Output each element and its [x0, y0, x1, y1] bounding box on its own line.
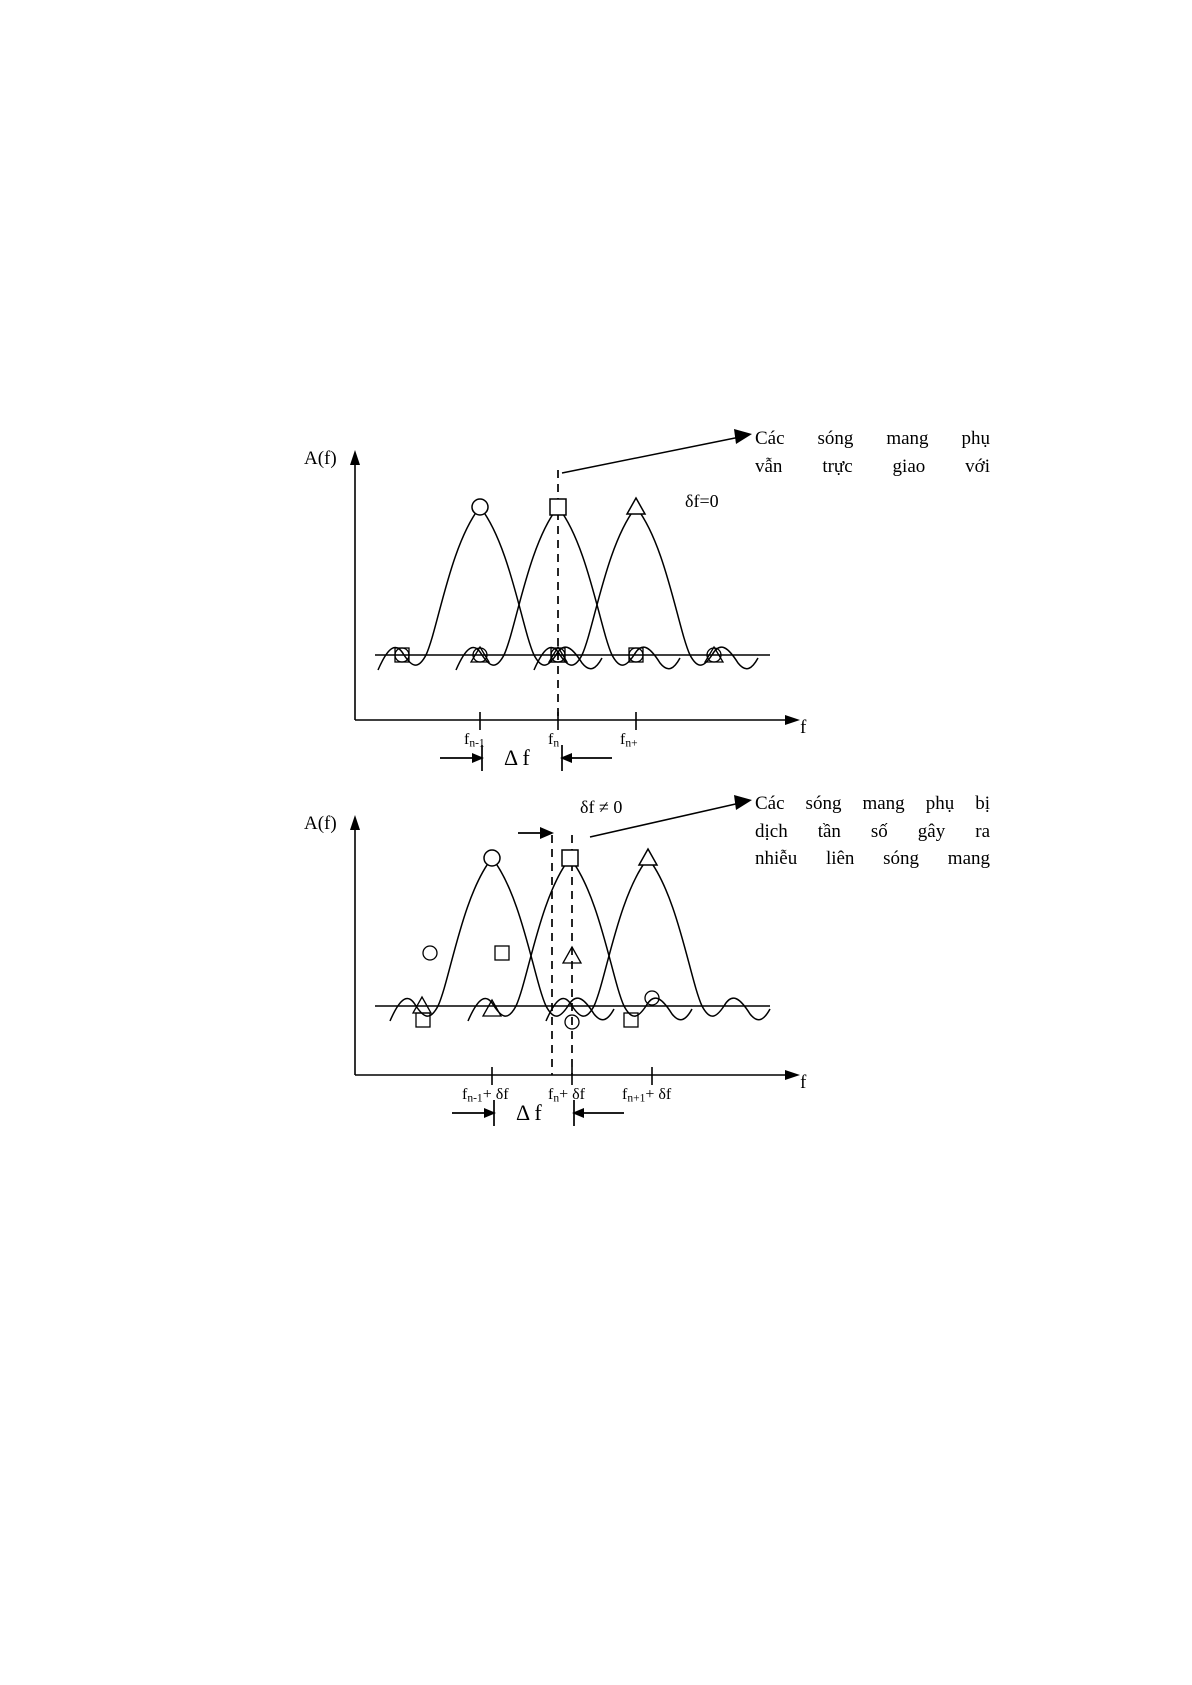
tick-suffix-b3: + δf	[645, 1086, 672, 1103]
callout-orthogonal	[755, 425, 990, 480]
tick-base-b3: f	[622, 1086, 628, 1103]
tick-base-2: f	[548, 731, 554, 748]
tick-sub-2: n	[553, 737, 560, 750]
tick-label-b-2	[548, 1086, 585, 1105]
delta-f-zero-label: δf=0	[685, 491, 719, 511]
y-axis-arrow-b	[350, 815, 360, 830]
tick-base-1: f	[464, 731, 470, 748]
callout-arrowhead	[734, 429, 752, 444]
marker-circle-peak-b	[484, 850, 500, 866]
delta-f-label-top: Δ f	[504, 745, 530, 770]
sinc-curve-shift-n-1	[390, 858, 614, 1021]
delta-f-label-bottom: Δ f	[516, 1100, 542, 1125]
marker-circle-sample-1	[423, 946, 437, 960]
callout-leader-line	[562, 437, 740, 473]
callout-line-1: Các sóng mang phụ	[755, 428, 990, 449]
marker-triangle-peak	[627, 498, 645, 514]
callout-ici	[755, 790, 990, 873]
tick-label-fn-plus	[620, 731, 638, 750]
tick-sub-b2: n	[553, 1092, 560, 1105]
marker-circle-peak	[472, 499, 488, 515]
tick-base-3: f	[620, 731, 626, 748]
y-axis-label-top: A(f)	[304, 448, 337, 469]
tick-base-b2: f	[548, 1086, 554, 1103]
delta-f-shift-measure	[518, 827, 554, 839]
tick-sub-3: n+	[625, 737, 638, 750]
y-axis-arrow	[350, 450, 360, 465]
marker-square-peak-b	[562, 850, 578, 866]
tick-label-b-3	[622, 1086, 671, 1105]
y-axis-label-bottom: A(f)	[304, 813, 337, 834]
x-axis-arrow	[785, 715, 800, 725]
tick-label-fn-1	[464, 731, 485, 750]
tick-sub-b3: n+1	[627, 1092, 646, 1105]
callout-line-2: vẫn trực giao với	[755, 455, 990, 477]
callout-b-line-1: Các sóng mang phụ bị	[755, 793, 990, 814]
x-axis-label-bottom: f	[800, 1072, 807, 1093]
x-axis-label-top: f	[800, 717, 807, 738]
tick-sub-b1: n-1	[467, 1092, 483, 1105]
callout-b-line-3: nhiễu liên sóng mang	[755, 848, 990, 870]
tick-suffix-b1: + δf	[482, 1086, 509, 1103]
tick-sub-1: n-1	[469, 737, 485, 750]
sinc-curve-subcarrier-n-plus	[534, 507, 758, 670]
x-axis-arrow-b	[785, 1070, 800, 1080]
sinc-curve-subcarrier-n	[456, 507, 680, 670]
delta-f-nonzero-label: δf ≠ 0	[580, 797, 623, 817]
tick-label-b-1	[462, 1086, 509, 1105]
marker-square-peak	[550, 499, 566, 515]
sinc-curve-subcarrier-n-1	[378, 507, 602, 670]
marker-triangle-peak-b	[639, 849, 657, 865]
figure-shifted-subcarriers	[300, 775, 1000, 1150]
tick-label-fn	[548, 731, 559, 750]
callout-b-line-2: dịch tần số gây ra	[755, 820, 990, 842]
tick-suffix-b2: + δf	[559, 1086, 585, 1103]
marker-square-sample-1	[495, 946, 509, 960]
sinc-curve-shift-n-plus-1	[546, 858, 770, 1021]
tick-base-b1: f	[462, 1086, 468, 1103]
callout-arrowhead-b	[734, 795, 752, 810]
figure-orthogonal-subcarriers	[300, 415, 1000, 775]
